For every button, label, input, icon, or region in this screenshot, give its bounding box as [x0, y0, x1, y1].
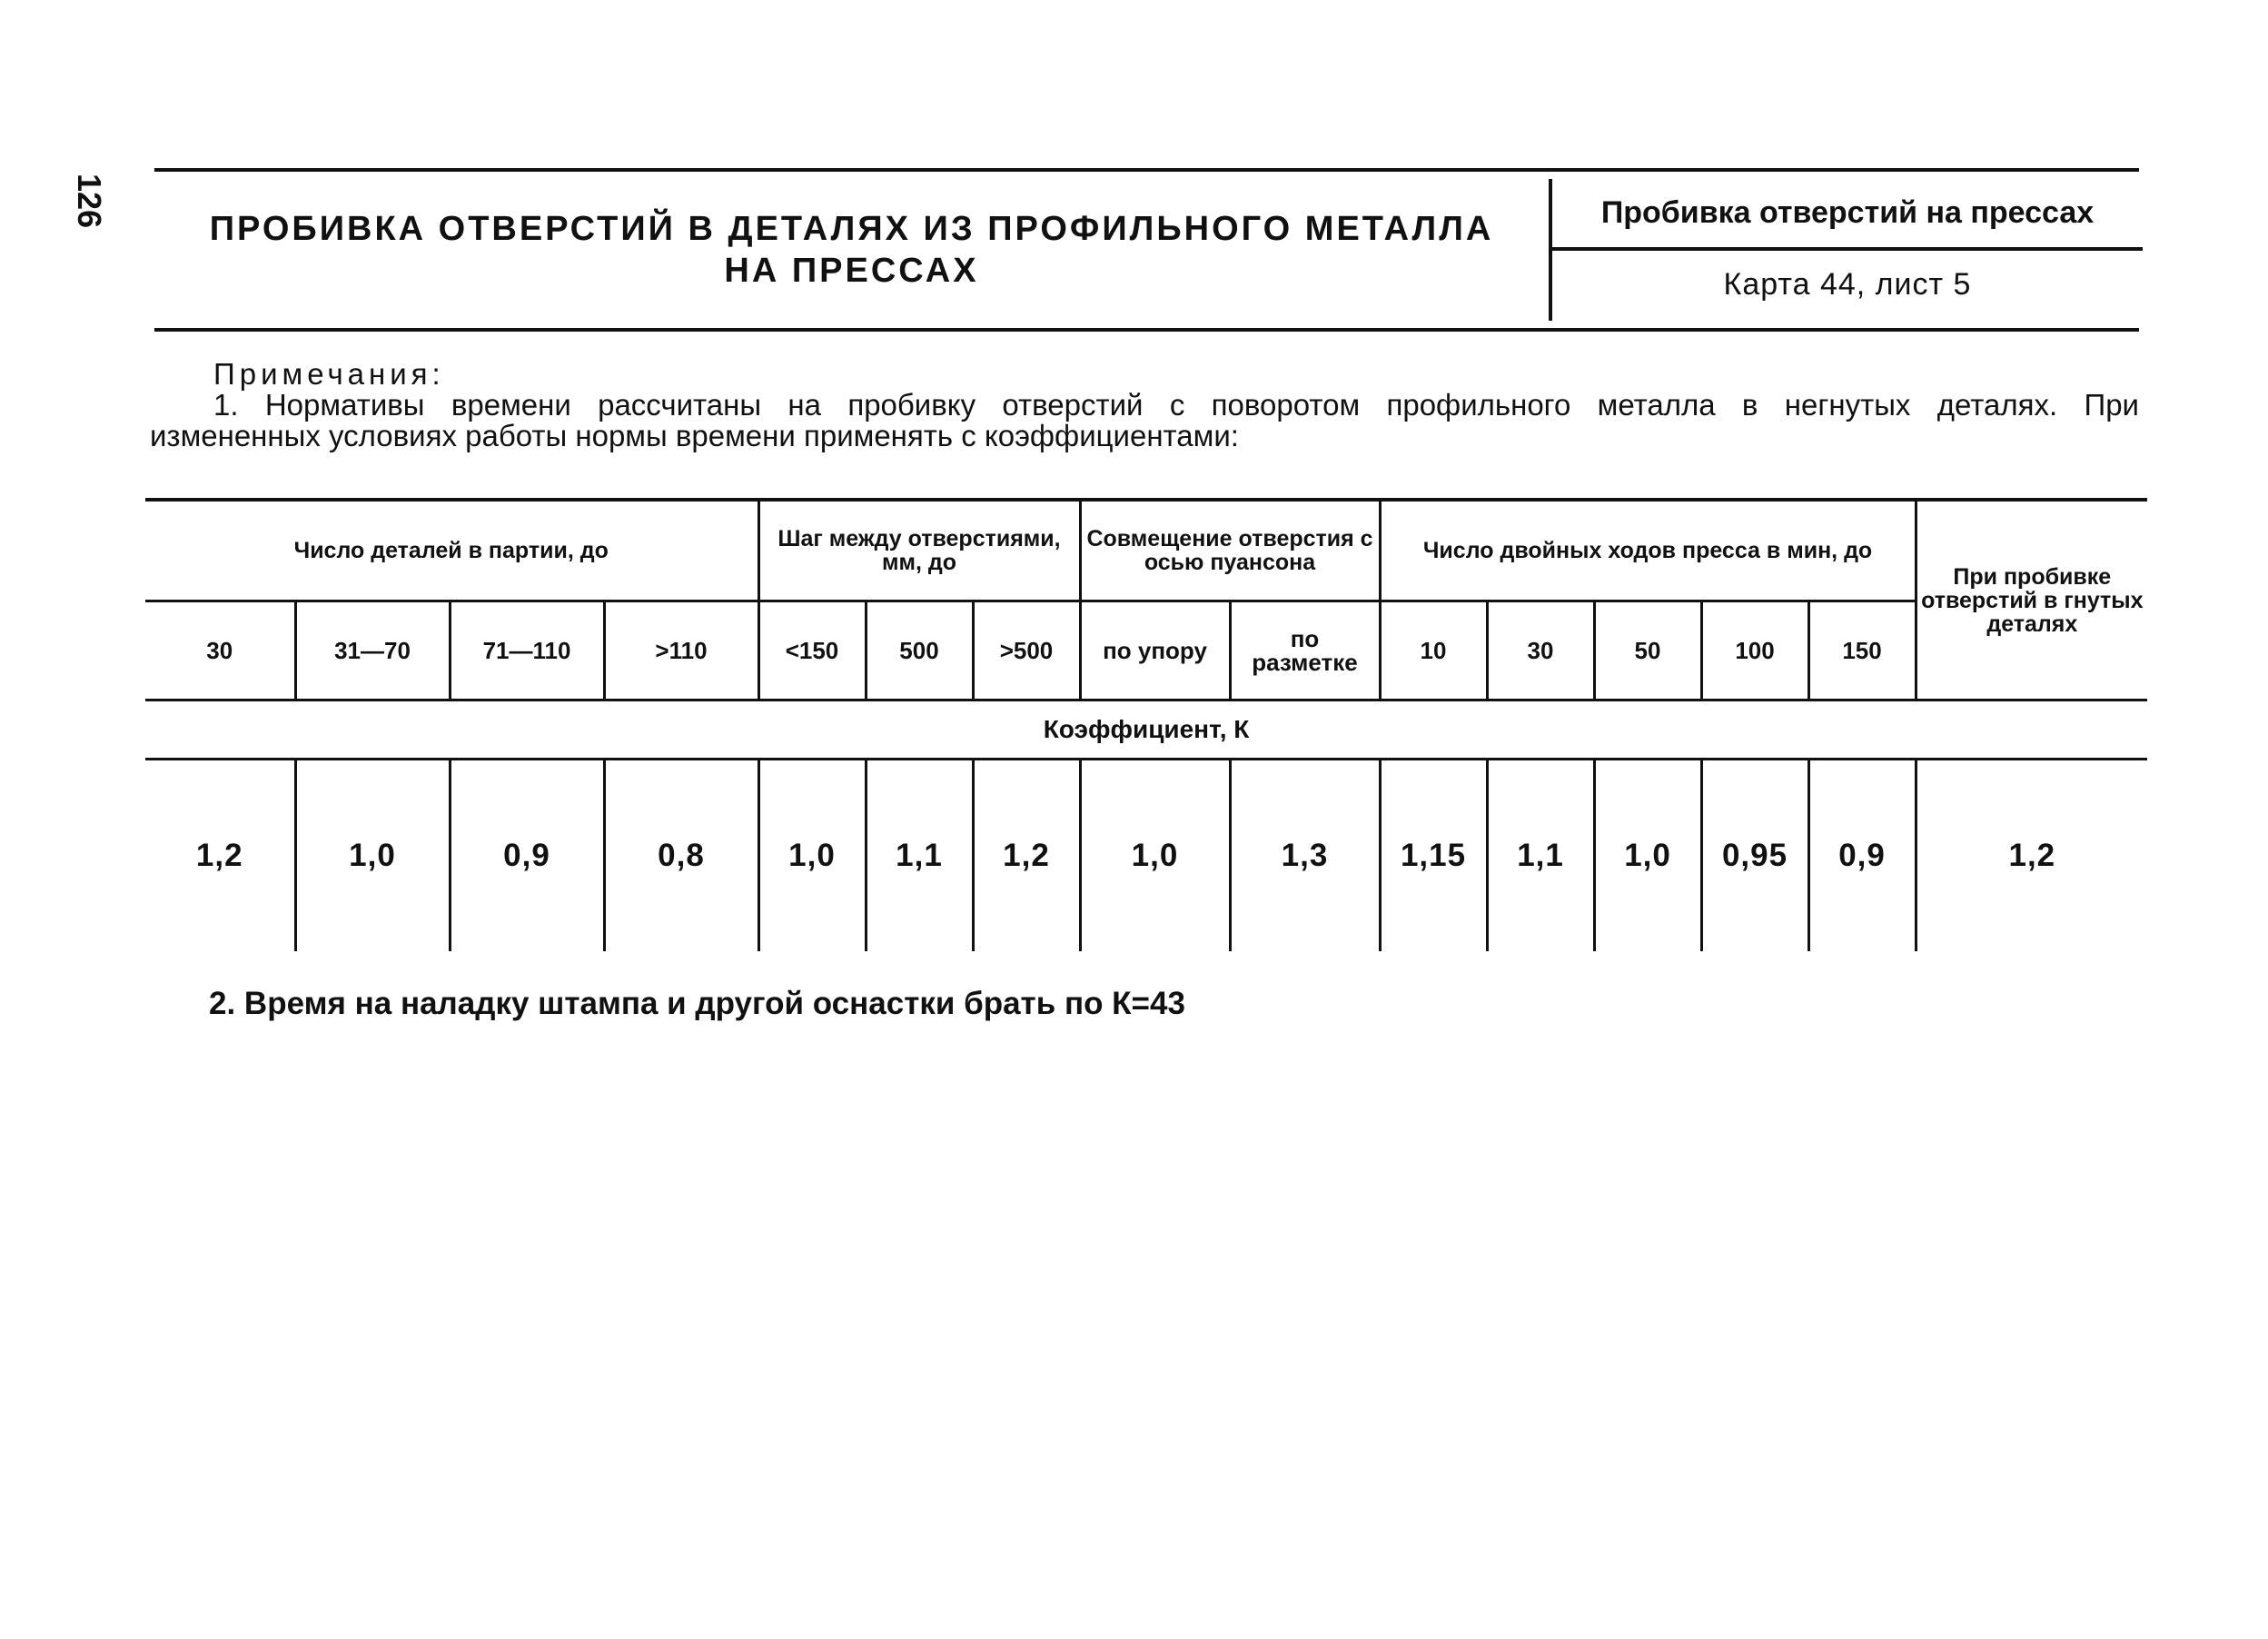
subheader-cell: <150	[758, 601, 866, 700]
group-hole-pitch: Шаг между отверстиями, мм, до	[758, 500, 1080, 601]
value-cell: 1,15	[1380, 760, 1487, 952]
value-cell: 0,9	[1808, 760, 1916, 952]
value-cell: 1,2	[1916, 760, 2147, 952]
subheader-cell: >500	[973, 601, 1080, 700]
header-row-subheaders	[145, 601, 2147, 700]
value-cell: 1,1	[1487, 760, 1594, 952]
value-cell: 1,2	[145, 760, 295, 952]
subheader-cell: 31—70	[295, 601, 450, 700]
document-title	[154, 172, 1549, 328]
coefficient-table	[145, 498, 2147, 951]
notes-block	[150, 359, 2139, 452]
subheader-cell: по разметке	[1230, 601, 1380, 700]
subheader-cell: по упору	[1080, 601, 1230, 700]
note-1-line-1: 1. Нормативы времени рассчитаны на пробивку отверстий с поворотом профильного металла в негнутых деталях. При	[213, 388, 2139, 422]
value-cell: 1,0	[295, 760, 450, 952]
values-row	[145, 760, 2147, 952]
value-cell: 1,0	[1594, 760, 1701, 952]
value-cell: 0,95	[1701, 760, 1808, 952]
note-2: 2. Время на наладку штампа и другой оснастки брать по К=43	[209, 986, 1185, 1021]
value-cell: 1,2	[973, 760, 1080, 952]
value-cell: 1,0	[1080, 760, 1230, 952]
value-cell: 0,9	[450, 760, 604, 952]
subheader-cell: 10	[1380, 601, 1487, 700]
subheader-cell: 500	[866, 601, 973, 700]
document-header	[154, 168, 2139, 332]
notes-heading: Примечания:	[213, 357, 445, 391]
value-cell: 0,8	[604, 760, 758, 952]
unit-label: Коэффициент, К	[145, 700, 2147, 760]
group-bent-parts: При пробивке отверстий в гнутых деталях	[1916, 500, 2147, 700]
subheader-cell: 100	[1701, 601, 1808, 700]
note-1-line-2: измененных условиях работы нормы времени применять с коэффициентами:	[150, 419, 1239, 452]
title-line-1: ПРОБИВКА ОТВЕРСТИЙ В ДЕТАЛЯХ ИЗ ПРОФИЛЬНОГО МЕТАЛЛА	[209, 210, 1494, 248]
title-line-2: НА ПРЕССАХ	[724, 252, 979, 290]
subheader-cell: 150	[1808, 601, 1916, 700]
header-row-groups	[145, 500, 2147, 601]
header-stamp	[1549, 179, 2143, 321]
card-info: Карта 44, лист 5	[1723, 267, 1972, 302]
subheader-cell: >110	[604, 601, 758, 700]
section-name: Пробивка отверстий на прессах	[1552, 179, 2143, 251]
value-cell: 1,1	[866, 760, 973, 952]
group-alignment: Совмещение отверстия с осью пуансона	[1080, 500, 1380, 601]
coefficient-table-wrapper	[145, 498, 2144, 951]
value-cell: 1,0	[758, 760, 866, 952]
group-parts-count: Число деталей в партии, до	[145, 500, 758, 601]
page-number: 126	[71, 173, 109, 229]
value-cell: 1,3	[1230, 760, 1380, 952]
header-row-unit	[145, 700, 2147, 760]
subheader-cell: 30	[145, 601, 295, 700]
subheader-cell: 30	[1487, 601, 1594, 700]
subheader-cell: 50	[1594, 601, 1701, 700]
group-press-strokes: Число двойных ходов пресса в мин, до	[1380, 500, 1916, 601]
subheader-cell: 71—110	[450, 601, 604, 700]
